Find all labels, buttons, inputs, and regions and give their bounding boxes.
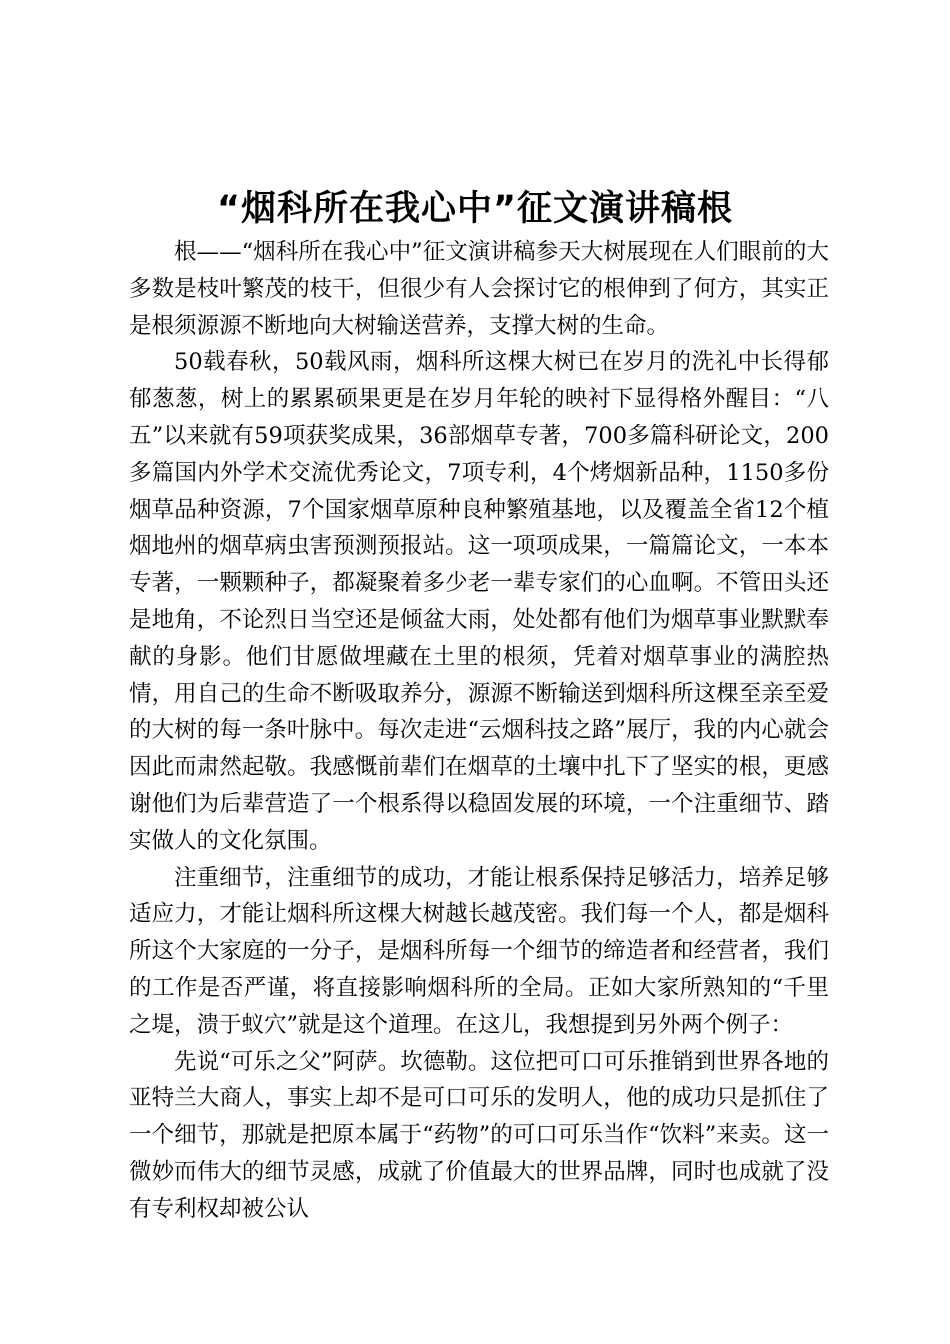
paragraph-2: 50载春秋，50载风雨，烟科所这棵大树已在岁月的洗礼中长得郁郁葱葱，树上的累累硕果更是在岁月年轮的映衬下显得格外醒目：“八五”以来就有59项获奖成果，36部烟草专著，700多篇科研论文，200多篇国内外学术交流优秀论文，7项专利，4个烤烟新品种，1150多份烟草品种资源，7个国家烟草原种良种繁殖基地，以及覆盖全省12个植烟地州的烟草病虫害预测预报站。这一项项成果，一篇篇论文，一本本专著，一颗颗种子，都凝聚着多少老一辈专家们的心血啊。不管田头还是地角，不论烈日当空还是倾盆大雨，处处都有他们为烟草事业默默奉献的身影。他们甘愿做埋藏在土里的根须，凭着对烟草事业的满腔热情，用自己的生命不断吸取养分，源源不断输送到烟科所这棵至亲至爱的大树的每一条叶脉中。每次走进“云烟科技之路”展厅，我的内心就会因此而肃然起敬。我感慨前辈们在烟草的土壤中扎下了坚实的根，更感谢他们为后辈营造了一个根系得以稳固发展的环境，一个注重细节、踏实做人的文化氛围。 xyxy=(129,349,829,854)
paragraph-4: 先说“可乐之父”阿萨。坎德勒。这位把可口可乐推销到世界各地的亚特兰大商人，事实上却不是可口可乐的发明人，他的成功只是抓住了一个细节，那就是把原本属于“药物”的可口可乐当作“饮料”来卖。这一微妙而伟大的细节灵感，成就了价值最大的世界品牌，同时也成就了没有专利权却被公认 xyxy=(129,1048,829,1222)
document-body xyxy=(129,234,829,1228)
paragraph-1: 根——“烟科所在我心中”征文演讲稿参天大树展现在人们眼前的大多数是枝叶繁茂的枝干，但很少有人会探讨它的根伸到了何方，其实正是根须源源不断地向大树输送营养，支撑大树的生命。 xyxy=(129,239,829,339)
document-title: “烟科所在我心中”征文演讲稿根 xyxy=(216,189,733,229)
paragraph-3: 注重细节，注重细节的成功，才能让根系保持足够活力，培养足够适应力，才能让烟科所这棵大树越长越茂密。我们每一个人，都是烟科所这个大家庭的一分子，是烟科所每一个细节的缔造者和经营者，我们的工作是否严谨，将直接影响烟科所的全局。正如大家所熟知的“千里之堤，溃于蚁穴”就是这个道理。在这儿，我想提到另外两个例子： xyxy=(129,864,829,1038)
